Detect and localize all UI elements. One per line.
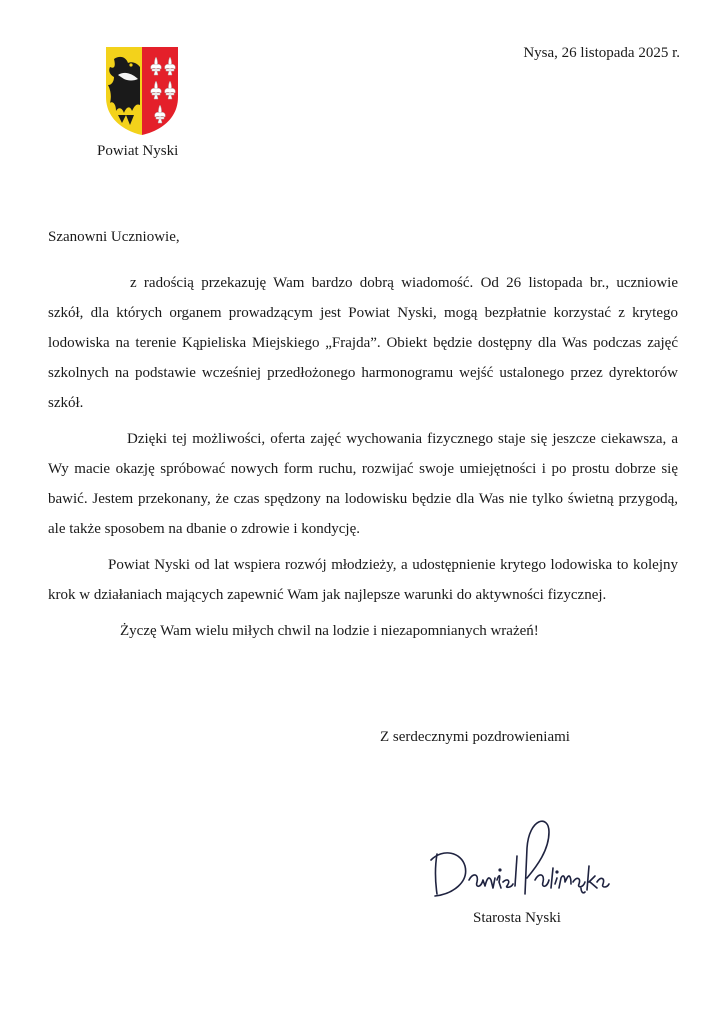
organization-name: Powiat Nyski	[97, 143, 179, 159]
handwritten-signature	[425, 808, 610, 918]
signatory-title: Starosta Nyski	[473, 910, 561, 926]
coat-of-arms-icon	[104, 45, 180, 137]
letter-body	[48, 268, 678, 652]
closing-line: Z serdecznymi pozdrowieniami	[380, 729, 570, 745]
paragraph: z radością przekazuję Wam bardzo dobrą wiadomość. Od 26 listopada br., uczniowie szkół, dla których organem prowadzącym jest Powiat Nyski, mogą bezpłatnie korzystać z krytego lodowiska na terenie Kąpieliska Miejskiego „Frajda”. Obiekt będzie dostępny dla Was podczas zajęć szkolnych na podstawie wcześniej przedłożonego harmonogramu wejść ustalonego przez dyrektorów szkół.	[48, 275, 678, 411]
paragraph: Powiat Nyski od lat wspiera rozwój młodzieży, a udostępnienie krytego lodowiska to kolejny krok w działaniach mających zapewnić Wam jak najlepsze warunki do aktywności fizycznej.	[48, 557, 678, 603]
salutation: Szanowni Uczniowie,	[48, 229, 180, 245]
paragraph: Życzę Wam wielu miłych chwil na lodzie i niezapomnianych wrażeń!	[120, 623, 539, 639]
paragraph: Dzięki tej możliwości, oferta zajęć wychowania fizycznego staje się jeszcze ciekawsza, a Wy macie okazję spróbować nowych form ruchu, rozwijać swoje umiejętności i po prostu dobrze się bawić. Jestem przekonany, że czas spędzony na lodowisku będzie dla Was nie tylko świetną przygodą, ale także sposobem na dbanie o zdrowie i kondycję.	[48, 431, 678, 537]
letter-date: Nysa, 26 listopada 2025 r.	[523, 45, 680, 61]
